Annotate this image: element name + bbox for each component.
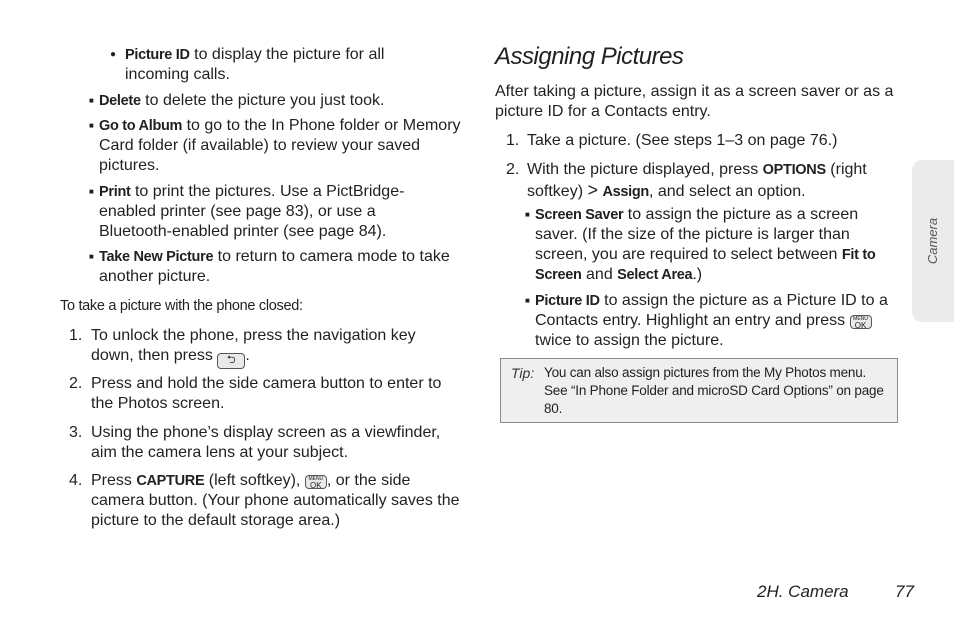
procedure-subhead: To take a picture with the phone closed: <box>60 298 303 314</box>
term: Take New Picture <box>99 249 214 265</box>
step-text: (left softkey), <box>204 472 305 489</box>
tip-label: Tip: <box>511 365 535 381</box>
bullet-square: ■ <box>89 187 94 196</box>
bullet-go-to-album <box>99 116 464 176</box>
term: Select Area <box>617 267 693 283</box>
intro-paragraph: After taking a picture, assign it as a screen saver or as a picture ID for a Contacts entry. <box>495 83 894 120</box>
bullet-square: ■ <box>525 296 530 305</box>
term: Screen Saver <box>535 207 624 223</box>
desc: .) <box>692 266 703 283</box>
term: Picture ID <box>125 47 190 63</box>
bullet-screen-saver <box>535 205 885 285</box>
step-number: 2. <box>69 375 83 392</box>
heading: Assigning Pictures <box>495 43 684 70</box>
bullet-square: ■ <box>525 210 530 219</box>
desc: and <box>581 266 618 283</box>
term: Fit to Screen <box>535 247 876 283</box>
step-1 <box>91 326 451 369</box>
bullet-square: ■ <box>89 252 94 261</box>
softkey-label: OPTIONS <box>762 162 826 178</box>
step-text: , or the side camera button. (Your phone automatically saves the picture to the default storage area.) <box>91 472 460 529</box>
tip-box <box>500 358 898 423</box>
chapter-tab-label: Camera <box>925 217 940 265</box>
step-tail: . <box>245 347 250 364</box>
desc: to assign the picture as a screen saver. (If the size of the picture is larger than screen, you are required to select between <box>535 206 859 263</box>
menu-ok-key-icon <box>305 475 327 489</box>
bullet-dot: ● <box>110 49 117 60</box>
desc: to return to camera mode to take another picture. <box>99 248 450 285</box>
bullet-print <box>99 182 429 242</box>
menu-arrow: > <box>587 180 598 200</box>
key-top: MENU <box>853 316 868 322</box>
key-bottom: OK <box>854 321 867 330</box>
step-1: Take a picture. (See steps 1–3 on page 76.) <box>527 132 838 149</box>
term: Print <box>99 184 131 200</box>
step-text: To unlock the phone, press the navigation key down, then press <box>91 327 416 364</box>
softkey-label: CAPTURE <box>136 473 205 489</box>
desc: to go to the In Phone folder or Memory Card folder (if available) to review your saved pictures. <box>99 117 461 174</box>
step-text: , and select an option. <box>648 183 806 200</box>
menu-option: Assign <box>602 184 649 200</box>
menu-ok-key-icon <box>850 315 872 329</box>
desc: to display the picture for all incoming calls. <box>125 46 385 83</box>
step-text: Press <box>91 472 137 489</box>
term: Delete <box>99 93 141 109</box>
bullet-delete <box>99 91 469 111</box>
desc: to delete the picture you just took. <box>140 92 385 109</box>
step-number: 1. <box>69 327 83 344</box>
bullet-square: ■ <box>89 121 94 130</box>
desc: to assign the picture as a Picture ID to a Contacts entry. Highlight an entry and press <box>535 292 888 329</box>
sub-bullet-picture-id <box>125 45 425 85</box>
desc: to print the pictures. Use a PictBridge-enabled printer (see page 83), or use a Bluetooth-enabled printer (see page 84). <box>99 183 405 240</box>
bullet-take-new-picture <box>99 247 469 287</box>
step-number: 3. <box>69 424 83 441</box>
step-number: 4. <box>69 472 83 489</box>
step-text: (right softkey) <box>527 161 867 200</box>
tip-text: You can also assign pictures from the My Photos menu. See “In Phone Folder and microSD Card Options” on page 80. <box>544 365 884 416</box>
key-top: MENU <box>308 476 324 482</box>
bullet-square: ■ <box>89 96 94 105</box>
step-4 <box>91 471 463 531</box>
step-3: Using the phone’s display screen as a viewfinder, aim the camera lens at your subject. <box>91 424 441 461</box>
section-title <box>495 43 683 71</box>
back-key-icon: ⮌ <box>217 353 245 369</box>
step-text: With the picture displayed, press <box>527 161 763 178</box>
step-2: Press and hold the side camera button to enter to the Photos screen. <box>91 375 442 412</box>
bullet-picture-id <box>535 291 905 351</box>
step-number: 2. <box>506 161 520 178</box>
step-number: 1. <box>506 132 520 149</box>
page-number: 77 <box>895 582 914 601</box>
term: Picture ID <box>535 293 600 309</box>
term: Go to Album <box>99 118 183 134</box>
key-bottom: OK <box>310 481 322 490</box>
desc: twice to assign the picture. <box>535 332 724 349</box>
step-2 <box>527 160 892 202</box>
chapter-side-tab <box>912 160 954 322</box>
footer-section: 2H. Camera <box>757 582 849 601</box>
